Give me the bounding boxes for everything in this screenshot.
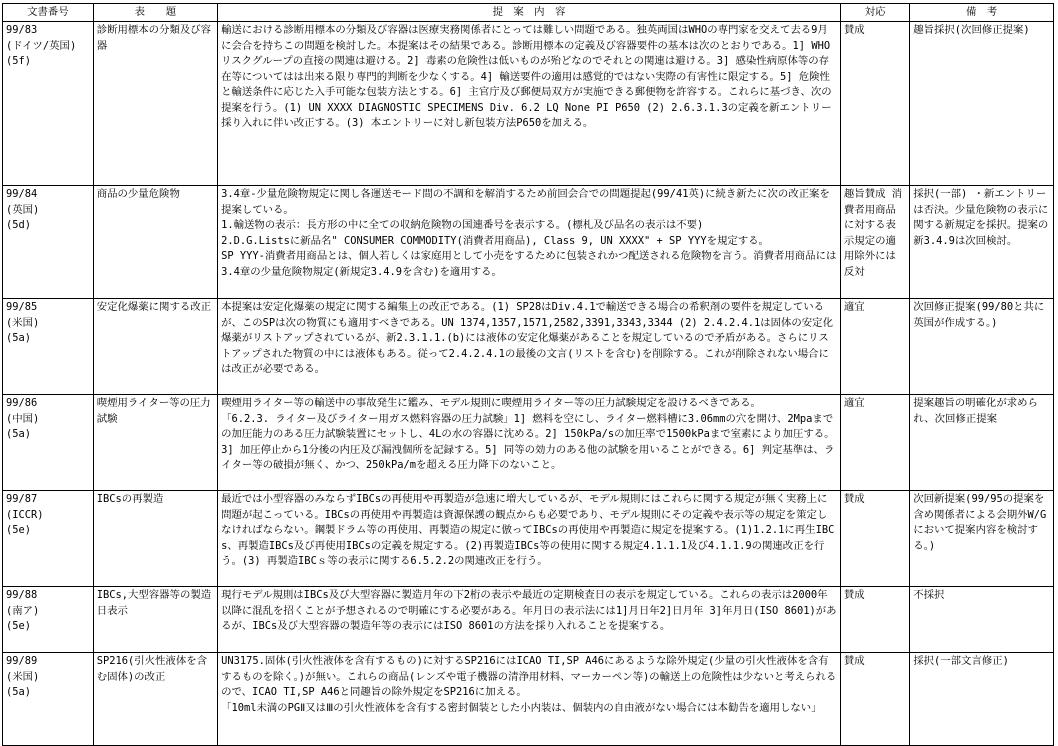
response-cell: 適宜 (840, 395, 909, 491)
remarks-cell: 不採択 (910, 587, 1054, 653)
title-cell: 喫煙用ライター等の圧力試験 (93, 395, 217, 491)
remarks-cell: 趣旨採択(次回修正提案) (910, 22, 1054, 186)
response-cell: 趣旨賛成 消費者用商品に対する表示規定の適用除外には反対 (840, 186, 909, 299)
table-row (3, 395, 1054, 491)
doc-no-cell: 99/85 (米国) (5a) (3, 299, 94, 395)
table-row (3, 587, 1054, 653)
header-title: 表 題 (93, 4, 217, 22)
proposal-table (2, 3, 1054, 746)
proposal-cell: UN3175.固体(引火性液体を含有するもの)に対するSP216にはICAO TI,SP A46にあるような除外規定(少量の引火性液体を含有するものを除く。)が無い。これらの商品(レンズや電子機器の清浄用材料、マーカーペン等)の輸送上の危険性は少ないと考えられるので、ICAO TI,SP A46と同趣旨の除外規定をSP216に加える。 「10ml未満のPGⅡ又はⅢの引火性液体を含有する密封個装とした小内装は、個装内の自由液がない場合には本勧告を適用しない」 (218, 653, 841, 746)
title-cell: 診断用標本の分類及び容器 (93, 22, 217, 186)
response-cell: 賛成 (840, 653, 909, 746)
table-row (3, 186, 1054, 299)
doc-no-cell: 99/86 (中国) (5a) (3, 395, 94, 491)
proposal-cell: 3.4章-少量危険物規定に関し各運送モード間の不調和を解消するため前回会合での問題提起(99/41英)に続き新たに次の改正案を提案している。 1.輸送物の表示：長方形の中に全ての収納危険物の国連番号を表示する。(標札及び品名の表示は不要) 2.D.G.Listsに新品名" CONSUMER COMMODITY(消費者用商品), Class 9, UN XXXX" + SP YYYを規定する。 SP YYY-消費者用商品とは、個人若しくは家庭用として小売をするために包装されかつ配送される危険物を言う。消費者用商品には3.4章の少量危険物規定(新規定3.4.9を含む)を適用する。 (218, 186, 841, 299)
remarks-cell: 次回新提案(99/95の提案を含め関係者による会期外W/Gにおいて提案内容を検討する。) (910, 491, 1054, 587)
remarks-cell: 採択(一部文言修正) (910, 653, 1054, 746)
title-cell: IBCsの再製造 (93, 491, 217, 587)
doc-no-cell: 99/87 (ICCR) (5e) (3, 491, 94, 587)
title-cell: IBCs,大型容器等の製造日表示 (93, 587, 217, 653)
table-row (3, 491, 1054, 587)
header-doc-no: 文書番号 (3, 4, 94, 22)
remarks-cell: 提案趣旨の明確化が求められ、次回修正提案 (910, 395, 1054, 491)
doc-no-cell: 99/88 (南ア) (5e) (3, 587, 94, 653)
proposal-cell: 喫煙用ライター等の輸送中の事故発生に鑑み、モデル規則に喫煙用ライター等の圧力試験規定を設けるべきである。 「6.2.3. ライター及びライター用ガス燃料容器の圧力試験」1] 燃料を空にし、ライター燃料槽に3.06mmの穴を開け、2Mpaまでの加圧能力のある圧力試験装置にセットし、4Lの水の容器に沈める。2] 150kPa/sの加圧率で1500kPaまで室素により加圧する。3] 加圧停止から1分後の内圧及び漏洩個所を記録する。5] 同等の効力のある他の試験を用いることができる。6] 判定基準は、ライター等の破損が無く、かつ、250kPa/mを超える圧力降下のないこと。 (218, 395, 841, 491)
proposal-cell: 現行モデル規則はIBCs及び大型容器に製造月年の下2桁の表示や最近の定期検査日の表示を規定している。これらの表示は2000年以降に混乱を招くことが予想されるので明確にする必要がある。年月日の表示法には1]月日年2]日月年 3]年月日(ISO 8601)があるが、IBCs及び大型容器の製造年等の表示にはISO 8601の方法を採り入れることを提案する。 (218, 587, 841, 653)
doc-no-cell: 99/89 (米国) (5a) (3, 653, 94, 746)
response-cell: 適宜 (840, 299, 909, 395)
response-cell: 賛成 (840, 587, 909, 653)
doc-no-cell: 99/84 (英国) (5d) (3, 186, 94, 299)
title-cell: 商品の少量危険物 (93, 186, 217, 299)
response-cell: 賛成 (840, 491, 909, 587)
remarks-cell: 次回修正提案(99/80と共に英国が作成する。) (910, 299, 1054, 395)
remarks-cell: 採択(一部) ・新エントリーは否決。少量危険物の表示に関する新規定を採択。提案の新3.4.9は次回検討。 (910, 186, 1054, 299)
response-cell: 賛成 (840, 22, 909, 186)
header-proposal: 提 案 内 容 (218, 4, 841, 22)
header-remarks: 備 考 (910, 4, 1054, 22)
header-response: 対応 (840, 4, 909, 22)
doc-no-cell: 99/83 (ドイツ/英国) (5f) (3, 22, 94, 186)
title-cell: 安定化爆薬に関する改正 (93, 299, 217, 395)
title-cell: SP216(引火性液体を含む固体)の改正 (93, 653, 217, 746)
header-row (3, 4, 1054, 22)
table-row (3, 22, 1054, 186)
table-row (3, 653, 1054, 746)
proposal-cell: 本提案は安定化爆薬の規定に関する編集上の改正である。(1) SP28はDiv.4.1で輸送できる場合の希釈剤の要件を規定しているが、このSPは次の物質にも適用すべきである。UN 1374,1357,1571,2582,3391,3343,3344 (2) 2.4.2.4.1は固体の安定化爆薬がリストアップされているが、新2.3.1.1.(b)には液体の安定化爆薬があることを規定しているので矛盾がある。さらにリストアップされた物質の中には液体もある。従って2.4.2.4.1の最後の文言(リストを含む)を削除する。これが削除されない場合には改正が必要である。 (218, 299, 841, 395)
proposal-cell: 輸送における診断用標本の分類及び容器は医療実務関係者にとっては難しい問題である。独英両国はWHOの専門家を交えて去る9月に会合を持ちこの問題を検討した。本提案はその結果である。診断用標本の定義及び容器要件の基本は次のとおりである。1] WHOリスクグループの直接の関連は避ける。2] 毒素の危険性は低いものが殆どなのでそれとの関連は避ける。3] 感染性病原体等の存在等についてはは出来る限り専門的判断を少なくする。4] 輸送要件の適用は感覚的ではない実際の有害性に限定する。5] 危険性と輸送条件に応じた入手可能な包装方法とする。6] 主官庁及び郵便局双方が実施できる郵便物を許容する。これらに基づき、次の提案を行う。(1) UN XXXX DIAGNOSTIC SPECIMENS Div. 6.2 LQ None PI P650 (2) 2.6.3.1.3の定義を新エントリー採り入れに伴い改正する。(3) 本エントリーに対し新包装方法P650を加える。 (218, 22, 841, 186)
proposal-cell: 最近では小型容器のみならずIBCsの再使用や再製造が急速に増大しているが、モデル規則にはこれらに関する規定が無く実務上に問題が起こっている。IBCsの再使用や再製造は資源保護の観点からも必要であり、モデル規則にその定義や表示等の規定を策定しなければならない。鋼製ドラム等の再使用、再製造の規定に倣ってIBCsの再使用や再製造に規定を提案する。(1)1.2.1に再生IBCs、再製造IBCs及び再使用IBCsの定義を規定する。(2)再製造IBCs等の使用に関する規定4.1.1.1及び4.1.1.9の関連改正を行う。(3) 再製造IBCｓ等の表示に関する6.5.2.2の関連改正を行う。 (218, 491, 841, 587)
table-row (3, 299, 1054, 395)
